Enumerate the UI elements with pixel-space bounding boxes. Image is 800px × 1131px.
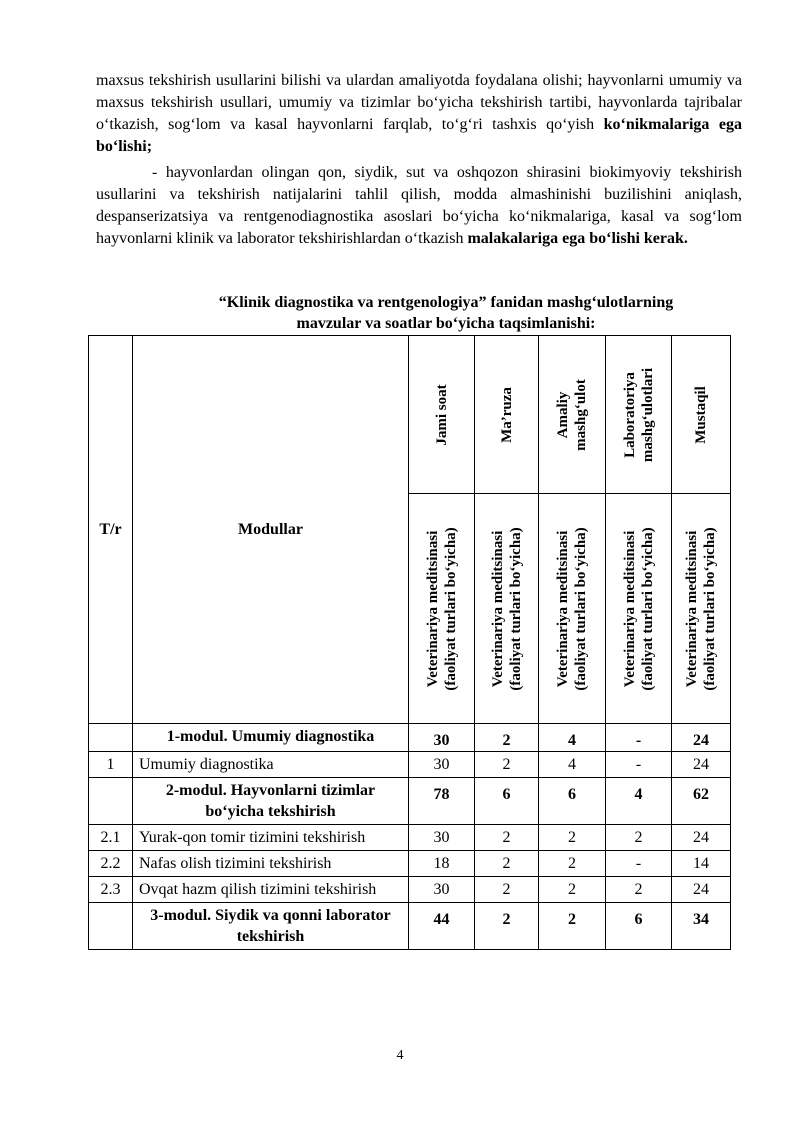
- cell-lab: -: [606, 851, 672, 877]
- cell-maruza: 2: [475, 877, 539, 903]
- cell-jami: 30: [409, 877, 475, 903]
- cell-lab: -: [606, 724, 672, 752]
- subheader-line-1: Veterinariya meditsinasi: [684, 530, 700, 687]
- cell-mustaqil: 34: [672, 903, 731, 950]
- topic-row: [89, 825, 731, 851]
- subheader-label: [683, 527, 719, 690]
- cell-mustaqil: 24: [672, 752, 731, 778]
- cell-lab: 6: [606, 903, 672, 950]
- cell-jami: 44: [409, 903, 475, 950]
- topic-row: [89, 752, 731, 778]
- cell-maruza: 2: [475, 903, 539, 950]
- subheader-line-2: (faoliyat turlari bo‘yicha): [573, 526, 589, 691]
- cell-mustaqil: 24: [672, 877, 731, 903]
- cell-lab: 2: [606, 825, 672, 851]
- subheader-label: [621, 527, 657, 690]
- module-row: [89, 724, 731, 752]
- row-number: [89, 724, 133, 752]
- subheader-line-1: Veterinariya meditsinasi: [424, 530, 441, 687]
- header-amaliy-label: [554, 379, 590, 451]
- header-jami-soat: [409, 336, 475, 494]
- row-number: 2.3: [89, 877, 133, 903]
- topic-name: Nafas olish tizimini tekshirish: [133, 851, 409, 877]
- topic-name: Ovqat hazm qilish tizimini tekshirish: [133, 877, 409, 903]
- topic-row: [89, 877, 731, 903]
- subheader-line-2: (faoliyat turlari bo‘yicha): [507, 526, 524, 691]
- cell-amaliy: 6: [539, 778, 606, 825]
- row-number: 2.1: [89, 825, 133, 851]
- cell-jami: 30: [409, 724, 475, 752]
- table-title: [96, 292, 796, 334]
- intro-paragraph-1-text: maxsus tekshirish usullarini bilishi va ulardan amaliyotda foydalana olishi; hayvonlarni umumiy va maxsus tekshirish usullari, umumiy va tizimlar bo‘yicha tekshirish tartibi, hayvonlarda tajribalar o‘tkazish, sog‘lom va kasal hayvonlarni farqlab, to‘g‘ri tashxis qo‘yish: [96, 72, 742, 133]
- subheader-label: [489, 527, 525, 690]
- topic-row: [89, 851, 731, 877]
- subheader-line-1: Veterinariya meditsinasi: [489, 530, 506, 687]
- cell-maruza: 2: [475, 851, 539, 877]
- subheader-line-2: (faoliyat turlari bo‘yicha): [639, 526, 656, 691]
- module-row: [89, 778, 731, 825]
- row-number: 1: [89, 752, 133, 778]
- cell-jami: 30: [409, 825, 475, 851]
- cell-mustaqil: 24: [672, 724, 731, 752]
- cell-amaliy: 4: [539, 752, 606, 778]
- cell-amaliy: 2: [539, 825, 606, 851]
- subheader-cell: [672, 494, 731, 724]
- module-title: 1-modul. Umumiy diagnostika: [133, 724, 409, 752]
- intro-paragraph-2-bold: malakalariga ega bo‘lishi kerak.: [467, 230, 688, 247]
- cell-amaliy: 2: [539, 877, 606, 903]
- cell-amaliy: 4: [539, 724, 606, 752]
- subheader-cell: [475, 494, 539, 724]
- cell-jami: 18: [409, 851, 475, 877]
- subheader-label: [424, 527, 460, 690]
- subheader-label: [554, 527, 590, 690]
- cell-mustaqil: 62: [672, 778, 731, 825]
- header-row-top: [89, 336, 731, 494]
- cell-lab: 2: [606, 877, 672, 903]
- subheader-line-1: Veterinariya meditsinasi: [621, 530, 638, 687]
- intro-paragraph-2: [96, 162, 742, 250]
- row-number: 2.2: [89, 851, 133, 877]
- hours-table: [88, 335, 731, 950]
- topic-name: Yurak-qon tomir tizimini tekshirish: [133, 825, 409, 851]
- cell-mustaqil: 24: [672, 825, 731, 851]
- header-maruza-label: Ma’ruza: [498, 386, 515, 443]
- header-laboratoriya: [606, 336, 672, 494]
- header-maruza: [475, 336, 539, 494]
- topic-name: Umumiy diagnostika: [133, 752, 409, 778]
- subheader-line-1: Veterinariya meditsinasi: [555, 530, 571, 687]
- header-mustaqil-label: Mustaqil: [693, 385, 709, 444]
- header-laboratoriya-line-2: mashg‘ulotlari: [639, 367, 656, 462]
- header-jami-soat-label: Jami soat: [433, 383, 450, 446]
- header-laboratoriya-line-1: Laboratoriya: [621, 371, 638, 458]
- intro-paragraph-1: [96, 70, 742, 158]
- table-title-line-1: “Klinik diagnostika va rentgenologiya” fanidan mashg‘ulotlarning: [218, 294, 674, 311]
- page-number: 4: [396, 1048, 404, 1063]
- cell-amaliy: 2: [539, 903, 606, 950]
- subheader-line-2: (faoliyat turlari bo‘yicha): [442, 526, 459, 691]
- cell-mustaqil: 14: [672, 851, 731, 877]
- header-amaliy-line-1: Amaliy: [555, 391, 571, 438]
- header-amaliy-line-2: mashg‘ulot: [573, 378, 589, 451]
- cell-maruza: 6: [475, 778, 539, 825]
- header-tr: T/r: [89, 336, 133, 724]
- intro-paragraph-2-text: - hayvonlardan olingan qon, siydik, sut va oshqozon shirasini biokimyoviy tekshirish usullarini va tekshirish natijalarini tahlil qilish, modda almashinishi buzilishini aniqlash, despanserizatsiya va rentgenodiagnostika asoslari bo‘yicha ko‘nikmalariga, kasal va sog‘lom hayvonlarni klinik va laborator tekshirishlardan o‘tkazish: [96, 164, 742, 247]
- module-title: 3-modul. Siydik va qonni laborator tekshirish: [133, 903, 409, 950]
- subheader-cell: [409, 494, 475, 724]
- module-row: [89, 903, 731, 950]
- module-title: 2-modul. Hayvonlarni tizimlar bo‘yicha tekshirish: [133, 778, 409, 825]
- cell-lab: 4: [606, 778, 672, 825]
- cell-amaliy: 2: [539, 851, 606, 877]
- cell-maruza: 2: [475, 825, 539, 851]
- subheader-cell: [606, 494, 672, 724]
- cell-maruza: 2: [475, 752, 539, 778]
- cell-jami: 30: [409, 752, 475, 778]
- header-laboratoriya-label: [621, 367, 657, 461]
- header-modules: Modullar: [133, 336, 409, 724]
- table-title-line-2: mavzular va soatlar bo‘yicha taqsimlanishi:: [296, 315, 596, 332]
- subheader-line-2: (faoliyat turlari bo‘yicha): [702, 526, 718, 691]
- row-number: [89, 778, 133, 825]
- cell-maruza: 2: [475, 724, 539, 752]
- intro-paragraph-1-bold: ko‘nikmalariga ega bo‘lishi;: [96, 116, 742, 155]
- subheader-cell: [539, 494, 606, 724]
- header-mustaqil: [672, 336, 731, 494]
- header-amaliy: [539, 336, 606, 494]
- cell-lab: -: [606, 752, 672, 778]
- row-number: [89, 903, 133, 950]
- cell-jami: 78: [409, 778, 475, 825]
